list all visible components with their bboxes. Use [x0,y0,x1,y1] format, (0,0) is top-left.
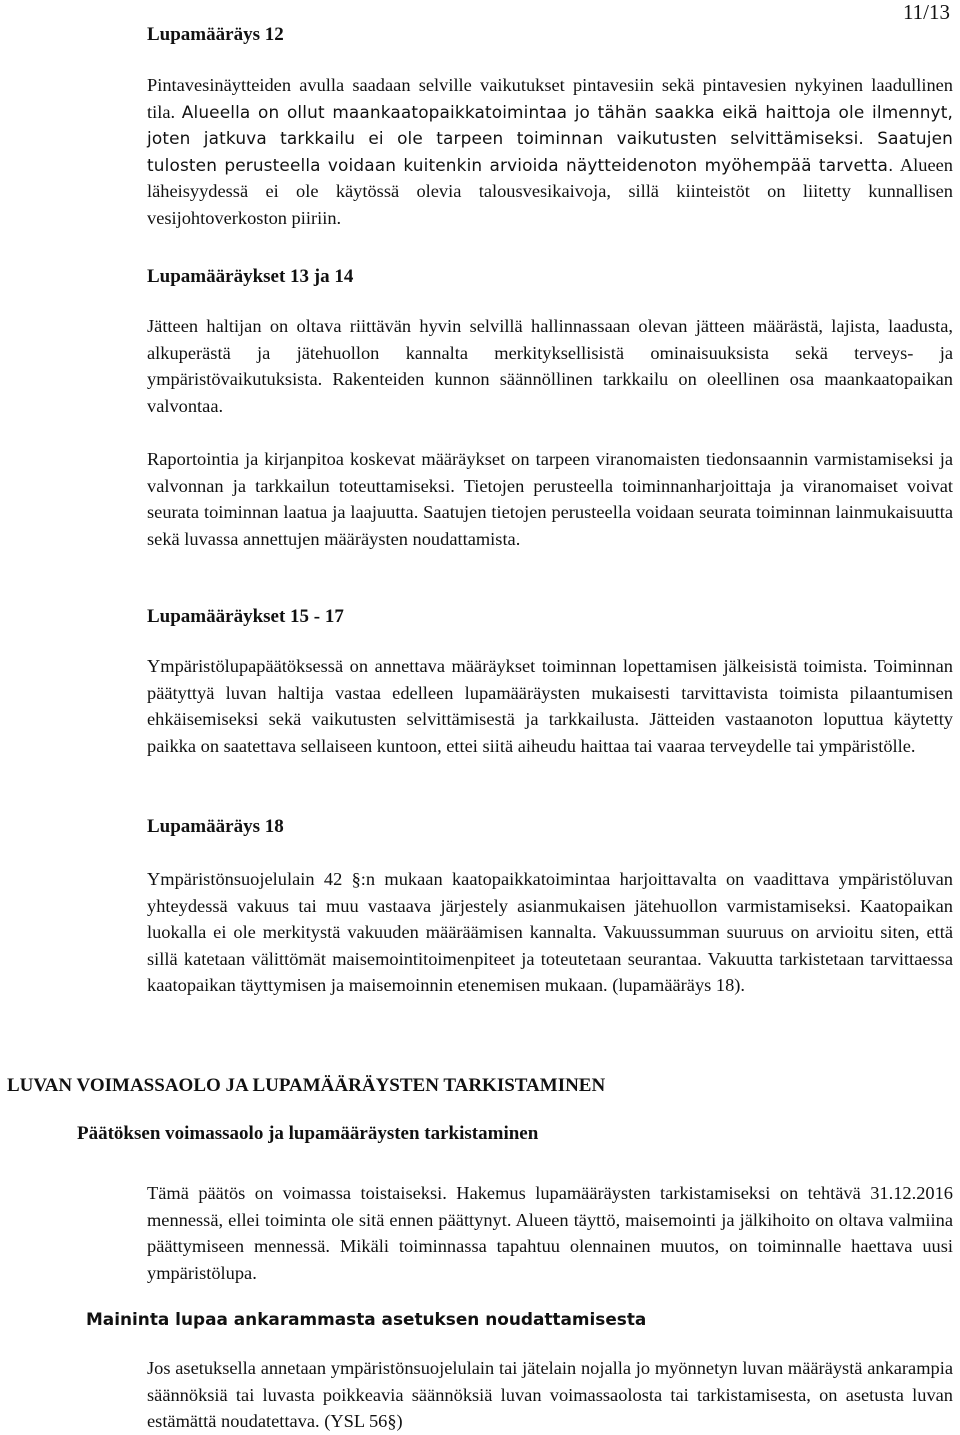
heading-lupamaarays-18: Lupamääräys 18 [147,816,284,837]
subheading-paatoksen-voimassaolo: Päätöksen voimassaolo ja lupamääräysten tarkistaminen [77,1123,539,1144]
paragraph-lupamaarays-18: Ympäristönsuojelulain 42 §:n mukaan kaatopaikkatoimintaa harjoittavalta on vaadittava ympäristöluvan yhteydessä vakuus tai muu vastaava järjestely asianmukaisen jätehuollon varmistamiseksi. Kaatopaikan luokalla ei ole merkitystä vakuuden määräämisen kannalta. Vakuussumman suuruus on arvioitu siten, että sillä katetaan välittömät maisemointitoimenpiteet ja toteutetaan seurantaa. Vakuutta tarkistetaan tarvittaessa kaatopaikan täyttymisen ja maisemoinnin etenemisen mukaan. (lupamääräys 18). [147,869,953,996]
heading-lupamaaraykset-15-17: Lupamääräykset 15 - 17 [147,606,344,627]
paragraph-voimassaolo: Tämä päätös on voimassa toistaiseksi. Hakemus lupamääräysten tarkistamiseksi on tehtävä 31.12.2016 mennessä, ellei toiminta ole sitä ennen päättynyt. Alueen täyttö, maisemointi ja jälkihoito on oltava valmiina päättymiseen mennessä. Mikäli toiminnassa tapahtuu olennainen muutos, on toiminnalle haettava uusi ympäristölupa. [147,1183,953,1283]
page-number: 11/13 [902,0,950,24]
paragraph-part-2: Alueella on ollut maankaatopaikkatoimintaa jo tähän saakka eikä haittoja ole ilmennyt, joten jatkuva tarkkailu ei ole tarpeen toiminnan vaikutusten selvittämiseksi. Saatujen tulosten perusteella voidaan kuitenkin arvioida näytteidenoton myöhempää tarvetta. [147,101,953,175]
paragraph-15-17: Ympäristölupapäätöksessä on annettava määräykset toiminnan lopettamisen jälkeisistä toimista. Toiminnan päätyttyä luvan haltija vastaa edelleen lupamääräysten mukaisesti tarvittavista toimista pilaantumisen ehkäisemiseksi sekä vaikutusten selvittämisestä ja tarkkailusta. Jätteiden vastaanoton loputtua käytetty paikka on saatettava sellaiseen kuntoon, ettei siitä aiheudu haittaa tai vaaraa terveydelle tai ympäristölle. [147,656,953,756]
heading-lupamaaraykset-13-14: Lupamääräykset 13 ja 14 [147,266,354,287]
paragraph-13-14-a: Jätteen haltijan on oltava riittävän hyvin selvillä hallinnassaan olevan jätteen määrästä, lajista, laadusta, alkuperästä ja jätehuollon kannalta merkityksellisistä ominaisuuksista sekä terveys- ja ympäristövaikutuksista. Rakenteiden kunnon säännöllinen tarkkailu on oleellinen osa maankaatopaikan valvontaa. [147,316,953,416]
heading-maininta: Maininta lupaa ankarammasta asetuksen noudattamisesta [86,1309,647,1329]
heading-lupamaarays-12: Lupamääräys 12 [147,24,284,45]
paragraph-13-14-b: Raportointia ja kirjanpitoa koskevat määräykset on tarpeen viranomaisten tiedonsaannin varmistamiseksi ja valvonnan ja tarkkailun toteuttamiseksi. Tietojen perusteella toiminnanharjoittaja ja viranomaiset voivat seurata toiminnan laatua ja laajuutta. Saatujen tietojen perusteella voidaan seurata toiminnan lainmukaisuutta sekä luvassa annettujen määräysten noudattamista. [147,449,953,549]
heading-luvan-voimassaolo: LUVAN VOIMASSAOLO JA LUPAMÄÄRÄYSTEN TARKISTAMINEN [7,1075,606,1096]
paragraph-lupamaarays-12 [147,72,953,232]
paragraph-part-3: Alueen läheisyydessä ei ole käytössä olevia talousvesikaivoja, sillä kiinteistöt on liitetty kunnallisen vesijohtoverkoston piiriin. [147,154,953,228]
paragraph-part-1: Pintavesinäytteiden avulla saadaan selville vaikutukset pintavesiin sekä pintavesien nykyinen laadullinen tila. [147,75,953,122]
paragraph-maininta: Jos asetuksella annetaan ympäristönsuojelulain tai jätelain nojalla jo myönnetyn luvan määräystä ankarampia säännöksiä tai luvasta poikkeavia säännöksiä luvan voimassaolosta tai tarkistamisesta, on asetusta luvan estämättä noudatettava. (YSL 56§) [147,1358,953,1432]
